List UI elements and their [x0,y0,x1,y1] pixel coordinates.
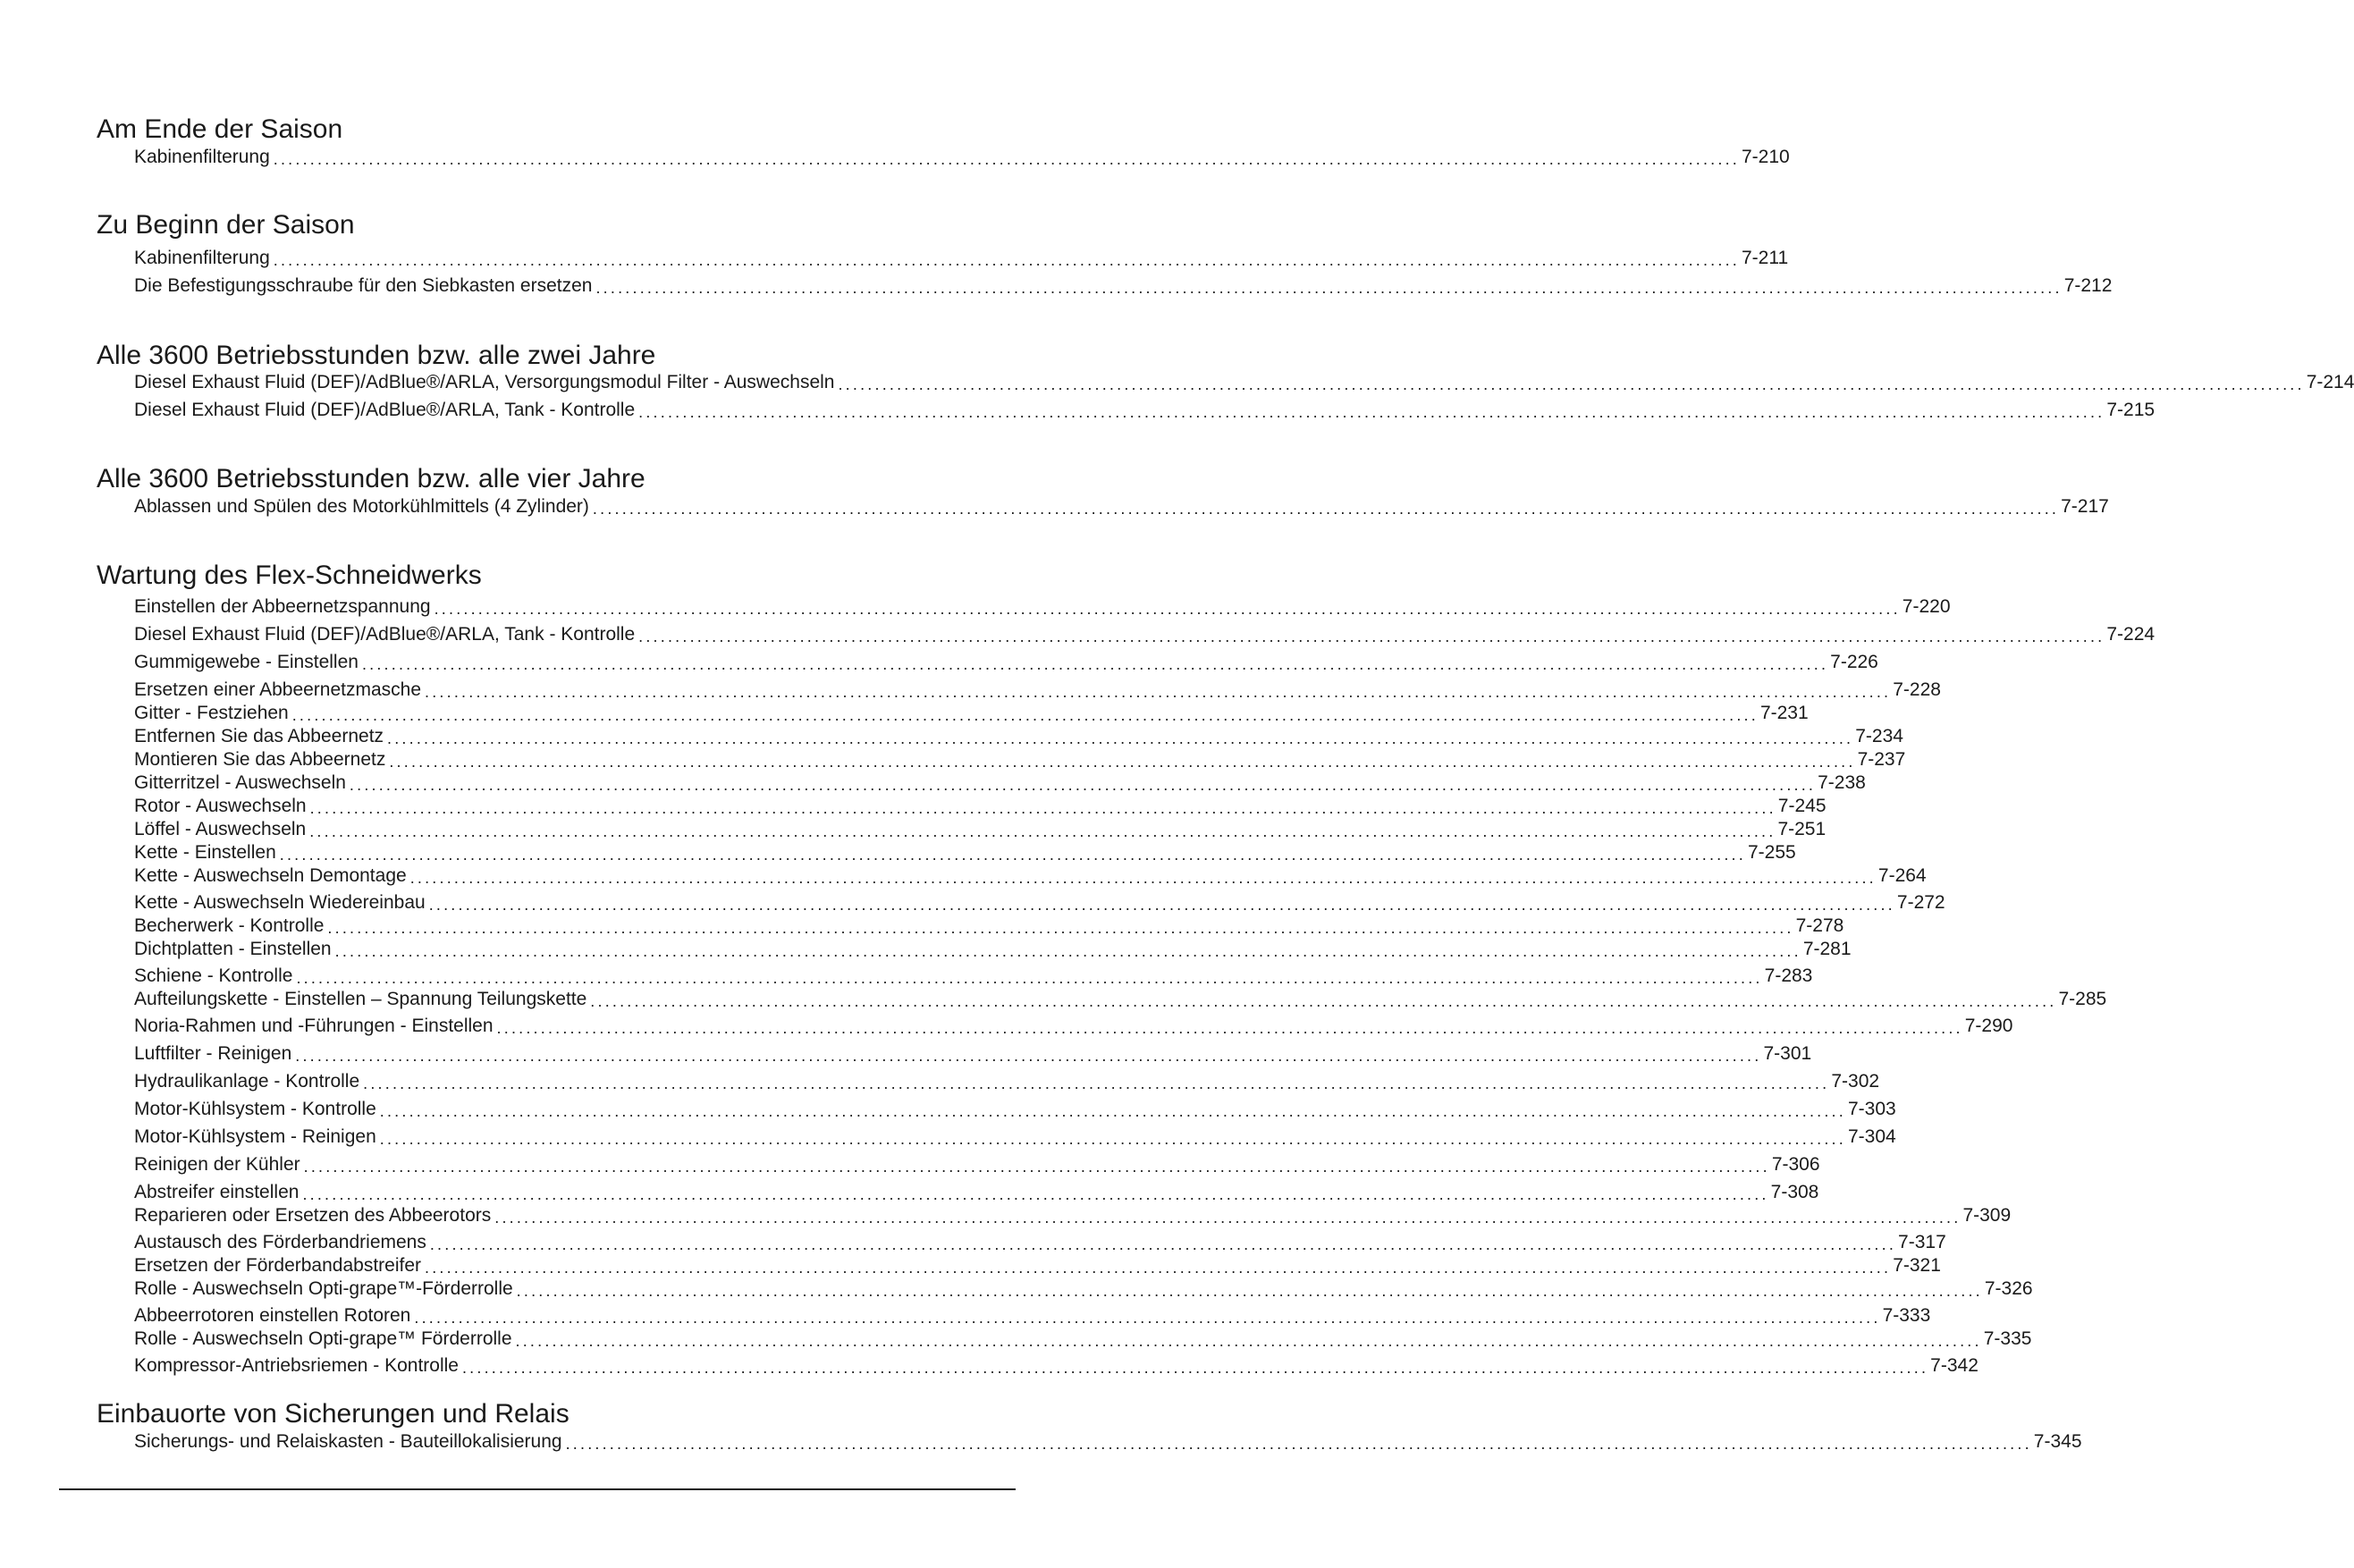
toc-entry-label: Ersetzen einer Abbeernetzmasche [134,679,422,700]
leader-dots: ........................................................................................................................................................................................................ [409,869,1877,887]
toc-entry[interactable] [134,1327,2032,1350]
leader-dots: ........................................................................................................................................................................................................ [296,969,1763,987]
toc-entry-label: Entfernen Sie das Abbeernetz [134,726,384,746]
toc-entry[interactable] [134,701,1809,724]
section-heading: Wartung des Flex-Schneidwerks [97,561,482,590]
leader-dots: ........................................................................................................................................................................................................ [361,655,1829,673]
toc-entry[interactable] [134,398,2156,421]
leader-dots: ........................................................................................................................................................................................................ [387,729,1854,747]
toc-entry-page: 7-281 [1802,939,1852,959]
toc-entry-label: Kabinenfilterung [134,147,270,167]
toc-entry[interactable] [134,1303,1931,1327]
toc-entry[interactable] [134,1429,2082,1453]
toc-entry-page: 7-234 [1855,726,1903,746]
toc-entry-page: 7-224 [2106,624,2156,645]
leader-dots: ........................................................................................................................................................................................................ [425,683,1892,701]
toc-entry-page: 7-290 [1964,1016,2013,1036]
leader-dots: ........................................................................................................................................................................................................ [379,1102,1846,1120]
leader-dots: ........................................................................................................................................................................................................ [638,403,2105,421]
toc-entry-label: Sicherungs- und Relaiskasten - Bauteillokalisierung [134,1431,562,1452]
toc-entry[interactable] [134,724,1903,747]
toc-entry-page: 7-335 [1983,1328,2032,1349]
toc-entry-page: 7-309 [1962,1205,2012,1226]
toc-entry-page: 7-272 [1896,892,1945,913]
toc-entry[interactable] [134,370,2354,393]
toc-entry-label: Diesel Exhaust Fluid (DEF)/AdBlue®/ARLA, Tank - Kontrolle [134,400,636,420]
toc-entry-label: Schiene - Kontrolle [134,965,293,986]
leader-dots: ........................................................................................................................................................................................................ [334,942,1801,960]
toc-entry-page: 7-303 [1847,1099,1896,1119]
toc-entry-page: 7-251 [1777,819,1827,839]
toc-entry-page: 7-283 [1764,965,1813,986]
toc-entry[interactable] [134,1041,1812,1065]
toc-entry-label: Diesel Exhaust Fluid (DEF)/AdBlue®/ARLA, Tank - Kontrolle [134,624,636,645]
bottom-rule [59,1488,1016,1490]
toc-entry[interactable] [134,771,1866,794]
toc-entry[interactable] [134,274,2113,297]
toc-entry-label: Rolle - Auswechseln Opti-grape™-Förderrolle [134,1278,513,1299]
toc-entry-page: 7-306 [1771,1154,1820,1175]
leader-dots: ........................................................................................................................................................................................................ [638,628,2105,645]
toc-entry-page: 7-278 [1795,915,1844,936]
toc-entry-label: Die Befestigungsschraube für den Siebkasten ersetzen [134,275,593,296]
toc-entry-label: Ersetzen der Förderbandabstreifer [134,1255,421,1276]
toc-entry[interactable] [134,1253,1941,1277]
toc-entry-page: 7-264 [1877,865,1927,886]
toc-entry-label: Abstreifer einstellen [134,1182,300,1202]
leader-dots: ........................................................................................................................................................................................................ [273,150,1740,168]
leader-dots: ........................................................................................................................................................................................................ [349,776,1817,794]
toc-entry-label: Montieren Sie das Abbeernetz [134,749,386,770]
leader-dots: ........................................................................................................................................................................................................ [515,1332,1982,1350]
section-heading: Am Ende der Saison [97,114,343,144]
section-heading: Alle 3600 Betriebsstunden bzw. alle zwei Jahre [97,341,656,370]
toc-entry-label: Abbeerrotoren einstellen Rotoren [134,1305,411,1326]
leader-dots: ........................................................................................................................................................................................................ [389,753,1856,771]
leader-dots: ........................................................................................................................................................................................................ [516,1282,1983,1300]
toc-entry-page: 7-321 [1893,1255,1941,1276]
toc-entry-label: Luftfilter - Reinigen [134,1043,292,1064]
toc-entry-page: 7-212 [2063,275,2113,296]
toc-entry-label: Motor-Kühlsystem - Kontrolle [134,1099,376,1119]
toc-entry[interactable] [134,794,1827,817]
toc-entry-page: 7-308 [1770,1182,1819,1202]
toc-entry-label: Reparieren oder Ersetzen des Abbeerotors [134,1205,492,1226]
toc-entry-page: 7-245 [1777,796,1827,816]
toc-entry-page: 7-237 [1857,749,1906,770]
toc-entry[interactable] [134,1203,2012,1227]
leader-dots: ........................................................................................................................................................................................................ [425,1259,1892,1277]
toc-entry-page: 7-326 [1984,1278,2033,1299]
section-heading: Zu Beginn der Saison [97,210,355,240]
leader-dots: ........................................................................................................................................................................................................ [429,1235,1897,1253]
toc-entry-page: 7-228 [1893,679,1941,700]
leader-dots: ........................................................................................................................................................................................................ [327,919,1794,937]
toc-entry-page: 7-214 [2306,372,2354,392]
toc-entry-label: Noria-Rahmen und -Führungen - Einstellen [134,1016,494,1036]
leader-dots: ........................................................................................................................................................................................................ [461,1359,1929,1377]
toc-entry-page: 7-211 [1741,248,1789,268]
toc-entry-label: Rolle - Auswechseln Opti-grape™ Förderrolle [134,1328,512,1349]
leader-dots: ........................................................................................................................................................................................................ [434,600,1901,618]
leader-dots: ........................................................................................................................................................................................................ [309,822,1776,840]
toc-entry[interactable] [134,1230,1946,1253]
leader-dots: ........................................................................................................................................................................................................ [838,375,2305,393]
toc-entry-page: 7-255 [1747,842,1796,863]
toc-entry[interactable] [134,246,1789,269]
toc-entry-page: 7-217 [2061,496,2109,517]
leader-dots: ........................................................................................................................................................................................................ [565,1435,2032,1453]
toc-entry-label: Dichtplatten - Einstellen [134,939,332,959]
toc-entry[interactable] [134,914,1844,937]
toc-entry-page: 7-210 [1741,147,1790,167]
toc-entry-label: Rotor - Auswechseln [134,796,307,816]
leader-dots: ........................................................................................................................................................................................................ [595,279,2063,297]
leader-dots: ........................................................................................................................................................................................................ [273,251,1740,269]
toc-entry-label: Kette - Auswechseln Demontage [134,865,407,886]
toc-entry[interactable] [134,1069,1880,1092]
leader-dots: ........................................................................................................................................................................................................ [379,1130,1846,1148]
toc-entry[interactable] [134,937,1852,960]
toc-entry-page: 7-231 [1759,703,1809,723]
leader-dots: ........................................................................................................................................................................................................ [496,1019,1963,1037]
toc-entry-label: Kompressor-Antriebsriemen - Kontrolle [134,1355,459,1376]
toc-entry-page: 7-285 [2058,989,2107,1009]
leader-dots: ........................................................................................................................................................................................................ [302,1185,1769,1203]
toc-entry-label: Löffel - Auswechseln [134,819,307,839]
toc-entry[interactable] [134,145,1790,168]
toc-entry-page: 7-226 [1830,652,1878,672]
leader-dots: ........................................................................................................................................................................................................ [279,846,1746,864]
toc-entry[interactable] [134,622,2156,645]
leader-dots: ........................................................................................................................................................................................................ [295,1047,1762,1065]
leader-dots: ........................................................................................................................................................................................................ [363,1075,1830,1092]
toc-entry-label: Aufteilungskette - Einstellen – Spannung Teilungskette [134,989,587,1009]
leader-dots: ........................................................................................................................................................................................................ [590,992,2057,1010]
leader-dots: ........................................................................................................................................................................................................ [428,896,1895,914]
section-heading: Alle 3600 Betriebsstunden bzw. alle vier Jahre [97,464,645,493]
toc-entry-page: 7-333 [1882,1305,1931,1326]
toc-entry-page: 7-302 [1831,1071,1880,1092]
toc-entry[interactable] [134,1353,1979,1377]
toc-entry[interactable] [134,817,1827,840]
toc-entry[interactable] [134,747,1906,771]
toc-entry[interactable] [134,650,1878,673]
toc-entry-label: Hydraulikanlage - Kontrolle [134,1071,360,1092]
toc-entry[interactable] [134,1125,1896,1148]
toc-entry[interactable] [134,840,1796,864]
leader-dots: ........................................................................................................................................................................................................ [592,500,2060,518]
toc-entry[interactable] [134,987,2107,1010]
toc-entry[interactable] [134,594,1951,618]
toc-entry[interactable] [134,890,1945,914]
toc-entry[interactable] [134,1180,1819,1203]
toc-entry-label: Becherwerk - Kontrolle [134,915,325,936]
toc-entry-page: 7-215 [2106,400,2156,420]
toc-entry-label: Kette - Auswechseln Wiedereinbau [134,892,426,913]
toc-entry-label: Motor-Kühlsystem - Reinigen [134,1126,376,1147]
leader-dots: ........................................................................................................................................................................................................ [494,1209,1962,1227]
toc-entry[interactable] [134,678,1941,701]
leader-dots: ........................................................................................................................................................................................................ [309,799,1776,817]
leader-dots: ........................................................................................................................................................................................................ [291,706,1759,724]
toc-entry-label: Ablassen und Spülen des Motorkühlmittels (4 Zylinder) [134,496,589,517]
toc-entry[interactable] [134,494,2109,518]
toc-entry[interactable] [134,964,1813,987]
toc-entry-label: Gitter - Festziehen [134,703,289,723]
toc-entry-page: 7-304 [1847,1126,1896,1147]
toc-entry[interactable] [134,864,1927,887]
toc-entry-page: 7-220 [1902,596,1951,617]
toc-entry-page: 7-345 [2033,1431,2082,1452]
toc-entry-label: Gitterritzel - Auswechseln [134,772,346,793]
toc-entry-label: Kette - Einstellen [134,842,276,863]
section-heading: Einbauorte von Sicherungen und Relais [97,1399,570,1429]
toc-entry-page: 7-342 [1930,1355,1979,1376]
toc-entry-page: 7-317 [1898,1232,1946,1252]
toc-entry[interactable] [134,1097,1896,1120]
toc-entry[interactable] [134,1014,2013,1037]
toc-entry-label: Gummigewebe - Einstellen [134,652,359,672]
leader-dots: ........................................................................................................................................................................................................ [414,1309,1881,1327]
toc-entry[interactable] [134,1277,2033,1300]
toc-entry-label: Reinigen der Kühler [134,1154,300,1175]
toc-entry-label: Austausch des Förderbandriemens [134,1232,426,1252]
leader-dots: ........................................................................................................................................................................................................ [303,1158,1770,1176]
toc-entry-label: Einstellen der Abbeernetzspannung [134,596,431,617]
toc-entry-label: Diesel Exhaust Fluid (DEF)/AdBlue®/ARLA, Versorgungsmodul Filter - Auswechseln [134,372,835,392]
toc-entry[interactable] [134,1152,1820,1176]
toc-entry-label: Kabinenfilterung [134,248,270,268]
toc-entry-page: 7-301 [1763,1043,1812,1064]
toc-entry-page: 7-238 [1818,772,1866,793]
